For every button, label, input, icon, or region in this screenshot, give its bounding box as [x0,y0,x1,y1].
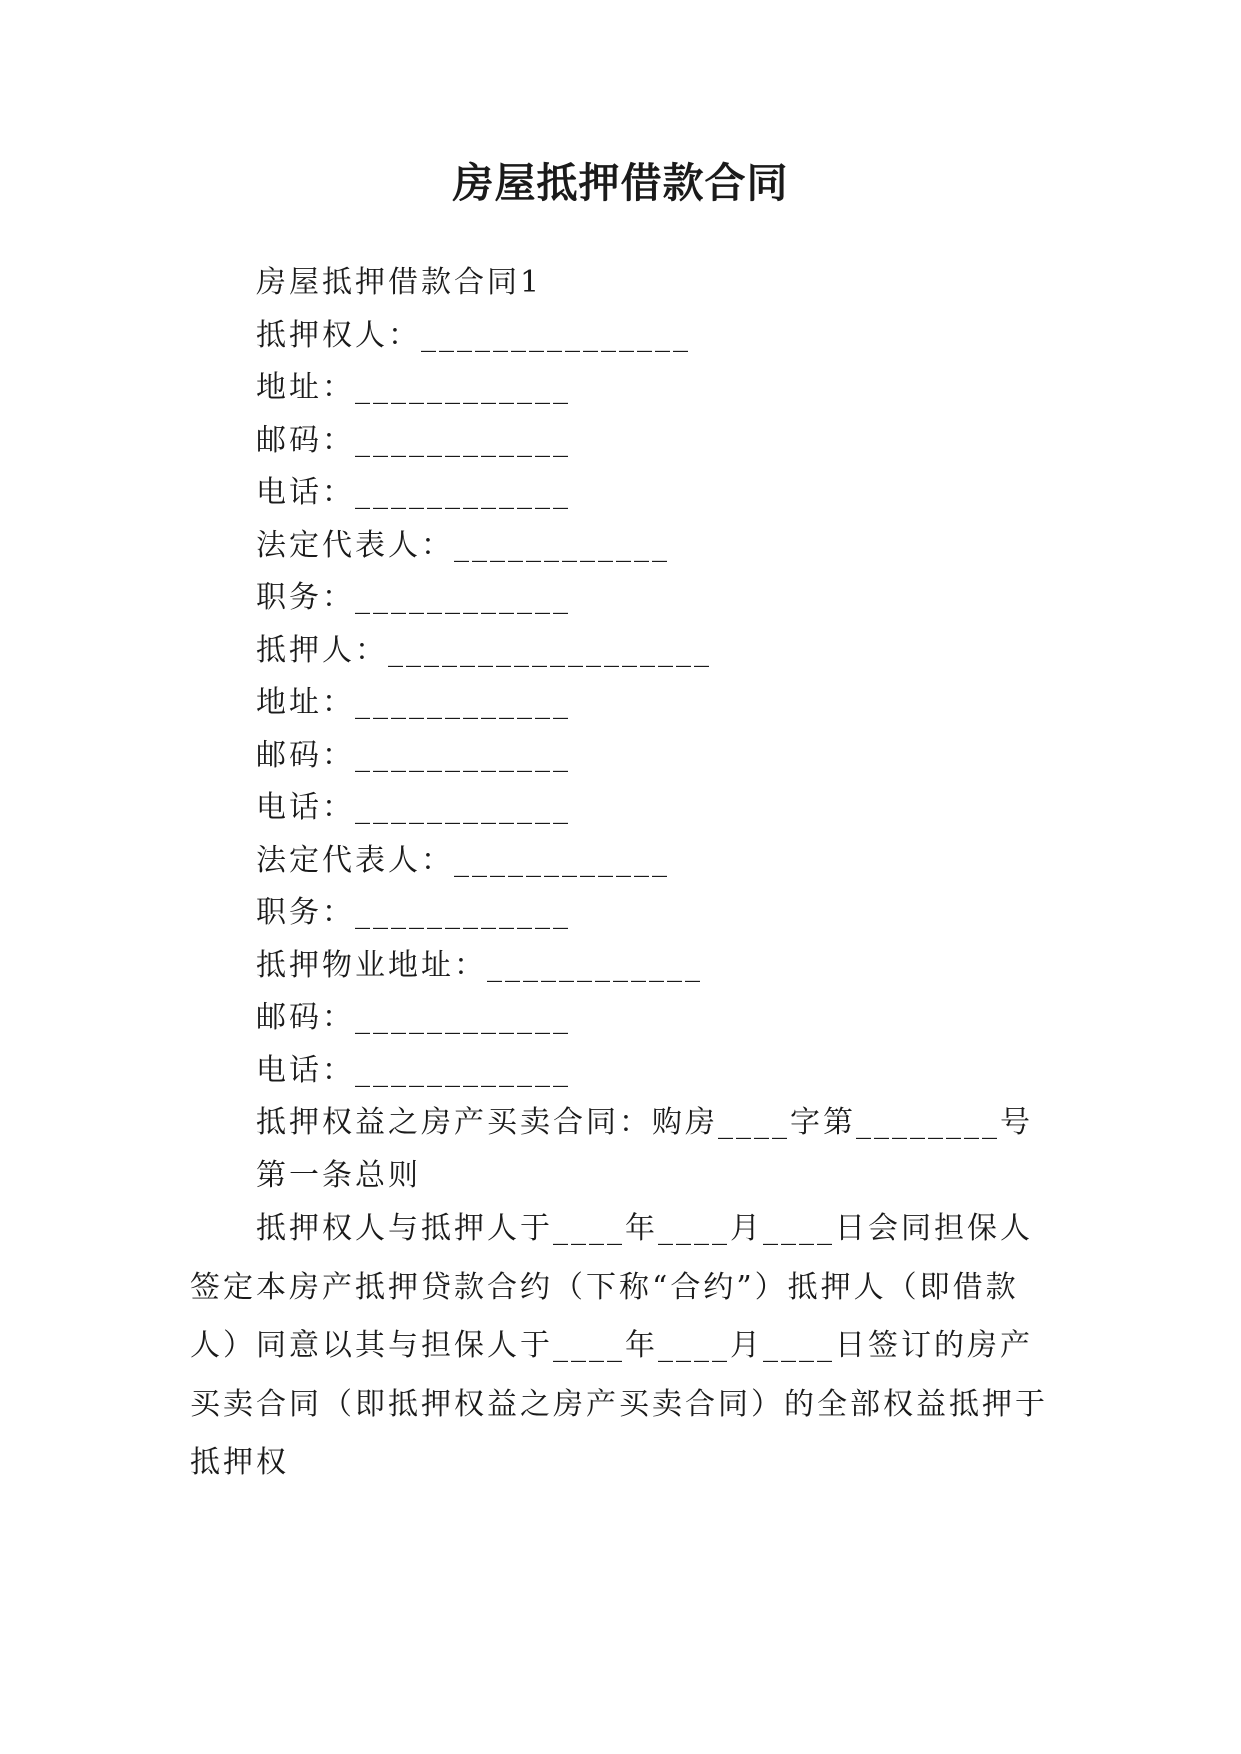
mortgagee-postcode-line: 邮码：____________ [256,423,571,458]
sales-contract-line: 抵押权益之房产买卖合同：购房____字第________号 [256,1105,1033,1140]
article-one-heading: 第一条总则 [256,1158,421,1193]
mortgagor-phone-line: 电话：____________ [256,790,571,825]
mortgagee-line: 抵押权人：_______________ [256,318,691,353]
property-address-line: 抵押物业地址：____________ [256,948,703,983]
mortgagor-address-line: 地址：____________ [256,685,571,720]
mortgagor-postcode-line: 邮码：____________ [256,738,571,773]
document-title: 房屋抵押借款合同 [452,159,789,207]
mortgagee-position-line: 职务：____________ [256,580,571,615]
article-one-paragraph: 抵押权人与抵押人于____年____月____日会同担保人签定本房产抵押贷款合约（下称“合约”）抵押人（即借款人）同意以其与担保人于____年____月____日签订的房产买卖合同（即抵押权益之房产买卖合同）的全部权益抵押于抵押权 [190,1211,1048,1480]
mortgagor-line: 抵押人：__________________ [256,633,712,668]
property-postcode-line: 邮码：____________ [256,1000,571,1035]
mortgagee-phone-line: 电话：____________ [256,475,571,510]
mortgagor-position-line: 职务：____________ [256,895,571,930]
property-phone-line: 电话：____________ [256,1053,571,1088]
mortgagee-address-line: 地址：____________ [256,370,571,405]
mortgagee-legal-rep-line: 法定代表人：____________ [256,528,670,563]
doc-heading: 房屋抵押借款合同1 [256,265,543,300]
mortgagor-legal-rep-line: 法定代表人：____________ [256,843,670,878]
